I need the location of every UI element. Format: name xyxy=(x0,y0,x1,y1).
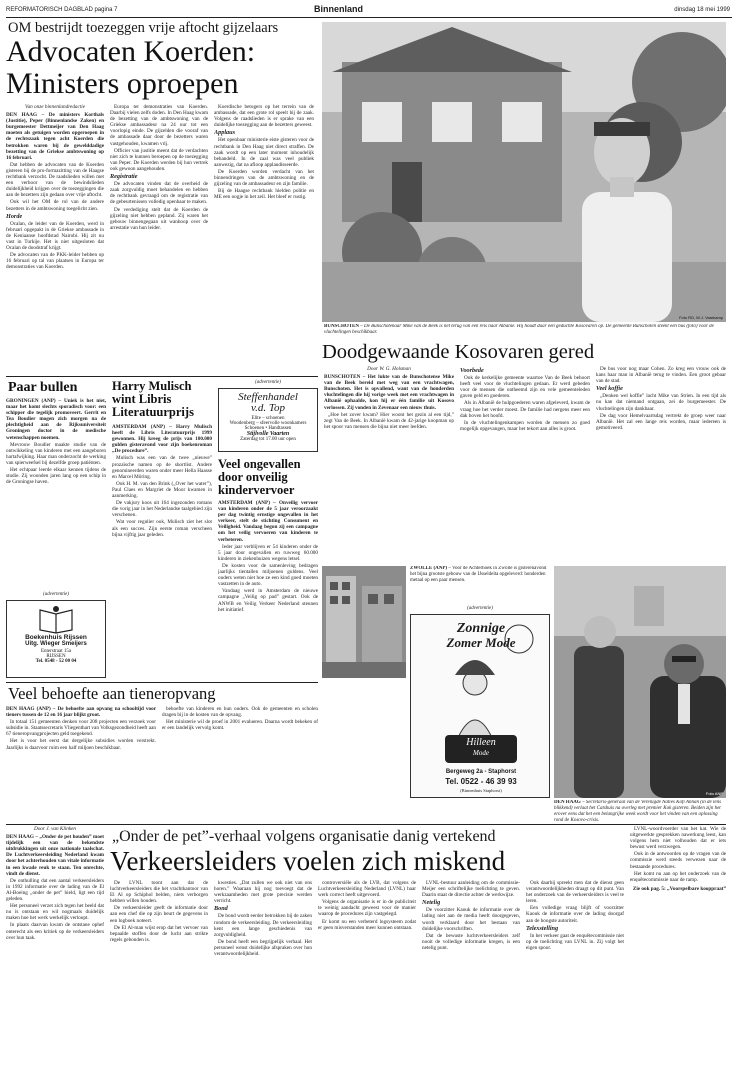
story1-paragraph: Europa ter demonstraties van Koerden. Daarbij vielen zelfs doden. In Den Haag kwam de bezetting van de ambtswoning van de Griekse ambassadeur na 24 uur tot een voorlopig einde. De gijzelden die vooraf van de ambassade daar door de bezetters waren vastgehouden, kwamen vrij. xyxy=(110,104,208,147)
story4-paragraph: De bond heeft een begrijpelijk verhaal. Het personeel wenst duidelijke afspraken over hun verantwoordelijkheid. xyxy=(214,938,312,958)
story4-paragraph: Volgens de organisatie is er in de publiciteit te weinig aandacht geweest voor de manier waarop de procedures zijn vastgelegd. xyxy=(318,899,416,918)
brief2-lead: AMSTERDAM (ANP) – Harry Mulisch heeft de Libris Literatuurprijs 1999 gewonnen. Hij kreeg de prijs van 100.000 gulden gisteravond voor zijn boekenroman „De procedure”. xyxy=(112,424,212,455)
story4-paragraph: Dat de bewuste luchtverkeersleiders zelf nooit de volledige informatie kregen, is een netelig punt. xyxy=(422,932,520,951)
story3-paragraph: Het is voor het eerst dat dergelijke subsidies worden verstrekt. Jaarlijks is daarvoor ruim een half miljoen beschikbaar. xyxy=(6,738,156,751)
ad3-note: (Binnenhuis Staphorst) xyxy=(460,788,502,793)
story4-headline: Verkeersleiders voelen zich miskend xyxy=(110,846,506,876)
story4-column-6 xyxy=(526,880,624,1062)
story3-paragraph: Het ministerie wil de proef in 2001 evalueren. Daarna wordt bekeken of er een landelijk vervolg komt. xyxy=(162,719,318,732)
story4-paragraph: De bond wordt eerder betrokken bij de zaken rondom de verkeersleiding. De verkeersleiding kent een lange geschiedenis van zorgvuldigheid. xyxy=(214,913,312,938)
photo-zwolle-image xyxy=(322,566,406,678)
story1-paragraph: De advocaten van de PKK-leider hebben op 16 februari op tal van plaatsen in Europa ter demonstraties van Koerden. xyxy=(6,252,104,271)
story3-column-2 xyxy=(162,706,318,816)
brief1-paragraph: Het echtpaar leerde elkaar kennen tijdens de studie. Zij woonden jaren lang op een schip in de Groningse haven. xyxy=(6,467,106,486)
story2-column-1 xyxy=(324,366,454,562)
story2-headline: Doodgewaande Kosovaren gered xyxy=(322,341,595,363)
story2-paragraph: Als in Albanië de hulpgoederen waren afgeleverd, kwam de vraag hoe het verder moest. De familie had nergens meer een dak boven het hoofd. xyxy=(460,400,590,419)
story1-kicker: OM bestrijdt toezeggen vrije aftocht gijzelaars xyxy=(8,20,279,36)
story4-paragraph: Het personeel verzet zich tegen het beeld dat nu is ontstaan en wil nogmaals duidelijk maken hoe het werk werkelijk verloopt. xyxy=(6,903,104,922)
divider xyxy=(6,376,318,377)
brief3-headline xyxy=(218,458,318,497)
brief2-headline-line: Literatuurprijs xyxy=(112,405,194,419)
story3-column-1 xyxy=(6,706,156,816)
story4-paragraph: Er komt nu een verbeterd logsysteem zodat er geen misverstanden meer kunnen ontstaan. xyxy=(318,918,416,931)
story4-lead: DEN HAAG – „Onder de pet houden” moet tijdelijk een van de bekendste uitdrukkingen uit onze nationale taalschat. De Luchtverkeersleiding Nederland kwam door het achterhouden van vitale informatie in een kwade reuk te staan. Ten onrechte, vindt de dienst. xyxy=(6,834,104,877)
story4-subhead: Netelig xyxy=(422,899,441,907)
brief2-headline-line: Harry Mulisch xyxy=(112,379,192,393)
header-section: Binnenland xyxy=(314,4,363,14)
brief1-lead: GRONINGEN (ANP) – Uniek is het niet, maar het komt slechts sporadisch voor: een schipper die tegelijk promoveert. Gerrit en Tea Boudier mogen zich morgen na de plechtigheid aan de Rijksuniversiteit Groningen doctor in de medische wetenschappen noemen. xyxy=(6,398,106,441)
story1-column-3 xyxy=(214,104,314,374)
ad2-box xyxy=(6,600,106,678)
photo-den-haag-credit: Foto ANP xyxy=(705,791,723,796)
ad2-line: Uitg. Wieger Smeijers xyxy=(25,641,87,647)
story1-column-2 xyxy=(110,104,208,374)
story1-paragraph: Bij de Haagse rechtbank hielden politie en ME een oogje in het zeil. Het bleef er rustig. xyxy=(214,188,314,201)
ad3-box xyxy=(410,614,550,798)
brief2-body xyxy=(112,424,212,678)
ad3-shop-line: Hilleen xyxy=(466,737,496,748)
story2-paragraph: De bus voor nog maar Cohen. Zo kreg een vrouw ook de kans haar man in Albanië terug te vinden. Een groot gebaar van de stad. xyxy=(596,366,726,385)
story4-paragraph: De voorzitter Kaouk de informatie over de lading niet aan de media heeft doorgegeven, wordt verklaard door het bestaan van duidelijke voorschriften. xyxy=(422,907,520,932)
story4-paragraph: In plaats daarvan kwam de ontstane ophef onterecht als een kritiek op de verkeersleiders over hun taak. xyxy=(6,922,104,941)
ad1-line: Woodenberg – sfeervolle woonkamers xyxy=(229,421,307,426)
brief2-paragraph: Ook H. M. van den Brink („Over het water”), Paul Claes en Margriet de Moor kwamen in aanmerking. xyxy=(112,480,212,500)
story4-kicker: „Onder de pet”-verhaal volgens organisatie danig vertekend xyxy=(112,828,496,845)
photo-zwolle xyxy=(322,566,406,678)
photo-bunschoten-credit: Foto RD, W.J. Vaarkamp xyxy=(679,315,723,320)
story1-subhead: Registratie xyxy=(110,173,138,181)
ad3-shop xyxy=(445,735,517,763)
story1-paragraph: Officier van justitie meent dat de verdachten niet zich te kunnen beroepen op de toezegging van Peper. De Koerden werden bij hun vertrek ook gewoon aangehouden. xyxy=(110,147,208,172)
story2-paragraph: De dag voor Hemelvaartsdag vertrekt de groep weer naar Albanië. Het zal een lange reis worden, maar iedereen is gemotiveerd. xyxy=(596,412,726,431)
story2-byline: Door W. G. Holsman xyxy=(367,366,411,372)
story4-paragraph: Ook daarbij spreekt men dat de dienst geen verantwoordelijkheden draagt op dit punt. Van het onderzoek van de verkeersleiders is veel te leren. xyxy=(526,880,624,905)
ad1-line: Schoenen • Handtassen xyxy=(244,426,292,431)
brief3-paragraph: De kosten voor de samenleving bedragen jaarlijks tientallen miljoenen guldens. Veel ouders weten niet hoe ze een kind goed moeten vastzetten in de auto. xyxy=(218,562,318,588)
story4-cross-reference[interactable]: Zie ook pag. 5: „Voorspelbare kooppraat” xyxy=(632,885,726,892)
ad2-label: (advertentie) xyxy=(43,592,69,597)
ad3-phone: Tel. 0522 - 46 39 93 xyxy=(445,777,517,786)
brief2-paragraph: Wat voor regulier ook, Mulisch ziet het slot als een succes. Zijn eerste roman verscheen bijna vijftig jaar geleden. xyxy=(112,519,212,538)
story3-headline: Veel behoefte aan tieneropvang xyxy=(8,684,216,703)
story1-lead: DEN HAAG – De ministers Korthals (Justitie), Peper (Binnenlandse Zaken) en burgemeester Dettmeijer van Den Haag moeten als getuigen worden opgeroepen in de rechtszaak tegen acht Koerden die betrokken waren bij de gewelddadige bezetting van de Griekse ambtswoning op 16 februari. xyxy=(6,112,104,161)
brief3-paragraph: Ieder jaar verblijven er 54 kinderen onder de 5 jaar door ongevallen en ruwweg 60.000 kinderen in ziekenhuizen wegens letsel. xyxy=(218,543,318,562)
caption-place: ZWOLLE (ANP) xyxy=(410,566,448,571)
story2-paragraph: „Hoe het zover kwam? Hier woont het gezin al een tijd,” zegt Van de Beek. In Albanië kwam de 42-jarige koopman op het spoor van mensen die bijna niet meer leefden. xyxy=(324,411,454,430)
story4-paragraph: controversiële als de LVB, dat volgens de Luchtverkeersleiding Nederland (LVNL) haar werk correct heeft uitgevoerd. xyxy=(318,880,416,899)
brief3-body xyxy=(218,500,318,678)
story1-paragraph: De verdediging stelt dat de Koerden de gijzeling niet hebben gepland. Zij waren het gebouw binnengegaan uit wanhoop over de arrestatie van hun leider. xyxy=(110,206,208,231)
story1-paragraph: Het openbaar ministerie eiste gisteren voor de rechtbank in Den Haag niet direct straffen. De zaak wordt op een later moment inhoudelijk behandeld. In de zaal was veel publiek aanwezig, dat na afloop applaudisseerde. xyxy=(214,137,314,168)
story4-paragraph: De verkeersleider geeft de informatie door aan een chef die op zijn beurt de gegevens in een logboek noteert. xyxy=(110,905,208,924)
ad1-line: Zaterdag tot 17.00 uur open xyxy=(240,437,296,442)
story2-column-3 xyxy=(596,366,726,562)
ad3-address: Bergeweg 2a - Staphorst xyxy=(445,769,517,775)
story4-column-3 xyxy=(214,880,312,1062)
photo-den-haag-image xyxy=(554,566,726,798)
story2-paragraph: „Denken wel koffie” lacht Mike van Strien. In een tijd als nu kan dat niemand ontgaan, zei de burgemeester. De vluchtelingen zijn dankbaar. xyxy=(596,393,726,412)
story4-column-7 xyxy=(630,826,726,1062)
story4-column-1 xyxy=(6,826,104,1062)
story4-subhead: Telexstelling xyxy=(526,924,559,932)
story1-paragraph: De advocaten vinden dat de overheid de zaak zorgvuldig moet behandelen en hebben de rechtbank gevraagd om de registratie van de gebeurtenissen volledig openbaar te maken. xyxy=(110,181,208,206)
caption-text: – Voor de Achterhoek in Zwolle is gisterenavond het bijna grootste gebouw van de IJsseldelta opgeleverd: honderden metaal op een paar mensen. xyxy=(410,566,547,583)
photo-bunschoten xyxy=(322,22,726,322)
story1-paragraph: De Koerden worden verdacht van het binnendringen van de ambtswoning en de gijzeling van de ambassadeur en zijn familie. xyxy=(214,168,314,188)
story4-column-5 xyxy=(422,880,520,1062)
ad1-line: Stijlvolle Vaarten xyxy=(246,431,290,437)
story4-column-2 xyxy=(110,880,208,1062)
ad2-line: Enterstraat 15a xyxy=(40,649,72,654)
story3-paragraph: behoefte van kinderen en hun ouders. Ook de gemeenten en scholen dragen bij in de kosten van de opvang. xyxy=(162,706,318,719)
brief2-paragraph: De vakjury koos uit 164 ingezonden romans die vorig jaar in het Nederlandse taalgebied zijn verschenen. xyxy=(112,500,212,519)
header-rule xyxy=(6,17,732,18)
story4-paragraph: Ook in de antwoorden op de vragen van de commissie werd steeds verwezen naar de bestaande procedures. xyxy=(630,851,726,870)
story4-paragraph: LVNL-bestuur aanleiding om de commissie-Meijer een schriftelijke toelichting te geven. Daarin staat de directie achter de werkwijze. xyxy=(422,880,520,899)
ad1-logo-line: v.d. Top xyxy=(251,402,285,414)
story4-byline: Door J. van Klinken xyxy=(33,826,77,832)
page-header xyxy=(6,4,732,18)
brief3-headline-line: Veel ongevallen xyxy=(218,457,301,471)
brief1-headline: Paar bullen xyxy=(8,380,78,395)
caption-text: – Secretaris-generaal van de Verenigde Naties Kofi Annan (in de lens blikkend) verlaat het Catshuis na overleg met premier Kok gisteren. Beiden zijn het erover eens dat het een belangrijke week wordt voor het vinden van een oplossing rond de Kosovo-crisis. xyxy=(554,800,722,822)
story2-lead: BUNSCHOTEN – Het lukte van de Bunschotense Mike van de Beek bereid met weg van een vrachtwagen, Bunschoten. Het is opvallend, want van de honderden vluchtelingen die hij vorige week met een vrachtwagen in Albanië ophaalde, kon hij er één familie uit Kosovo verlossen. Zij vonden in Zevenaar een nieuw thuis. xyxy=(324,374,454,411)
ad1-box xyxy=(218,388,318,452)
caption-place: BUNSCHOTEN xyxy=(324,324,360,329)
story1-headline-line-2: Ministers oproepen xyxy=(6,67,239,100)
story4-paragraph: Een volledige vraag blijft of voorzitter Kaouk de informatie over de lading doorgaf aan de hoogste autoriteit. xyxy=(526,905,624,924)
story2-paragraph: In de vluchtelingenkampen worden de mensen zo goed mogelijk opgevangen, maar het tekort aan alles is groot. xyxy=(460,419,590,432)
brief3-paragraph: Vandaag werd in Amsterdam de nieuwe campagne „Veilig op pad” gestart. Ook de ANWB en Veilig Verkeer Nederland steunen het initiatief. xyxy=(218,588,318,613)
story1-paragraph: Ocalan, de leider van de Koerden, werd in februari opgepakt in de Griekse ambassade in de Keniaanse hoofdstad Nairobi. Hij zit nu vast in Turkije. Het is niet uitgesloten dat Ocalan de doodstraf krijgt. xyxy=(6,220,104,252)
header-date: dinsdag 18 mei 1999 xyxy=(674,7,730,13)
photo-den-haag-caption xyxy=(554,800,726,822)
story4-paragraph: De onthulling dat een aantal verkeersleiders in 1992 informatie over de lading van de El Al-Boeing „onder de pet” hield, ligt een tijd geleden. xyxy=(6,877,104,903)
story2-subhead: Voorbede xyxy=(460,367,484,374)
story1-headline-line-1: Advocaten Koerden: xyxy=(6,35,256,68)
story1-column-1 xyxy=(6,104,104,374)
ad1-line: Elite – schoenen xyxy=(251,416,285,421)
ad3-title-line: Zonnige xyxy=(456,621,506,636)
story4-paragraph: In het verkeer gaat de enquêtecommissie niet op de toelichting van LVNL in. Zij volgt het eigen spoor. xyxy=(526,932,624,951)
story1-subhead: Applaus xyxy=(214,129,235,137)
story2-column-2 xyxy=(460,366,590,562)
story1-subhead: Horde xyxy=(6,212,23,220)
story2-subhead: Veel koffie xyxy=(596,385,623,393)
brief2-headline-line: wint Libris xyxy=(112,392,172,406)
brief3-headline-line: door onveilig xyxy=(218,470,288,484)
ad2-line: RIJSSEN xyxy=(46,654,66,659)
story4-paragraph: kwesties. „Dat zullen we ook niet van ons horen.” Waaraan hij nog toevoegt dat de werkzaamheden met grote precisie werden verricht. xyxy=(214,880,312,905)
ad2-line: Tel. 0548 - 52 00 04 xyxy=(35,659,77,664)
brief3-headline-line: kindervervoer xyxy=(218,483,295,497)
brief1-body xyxy=(6,398,106,590)
book-icon xyxy=(36,604,76,634)
story4-paragraph: De El Al-man wijst erop dat het vervoer van bepaalde stoffen door de lucht aan strikte regels gebonden is. xyxy=(110,924,208,943)
header-paper-name: REFORMATORISCH DAGBLAD pagina 7 xyxy=(6,7,118,13)
ad3-shop-line: Mode xyxy=(473,749,489,757)
ad2-line: Boekenhuis Rijssen xyxy=(25,634,87,641)
story1-paragraph: Koerdische betogers op het terrein van de ambassade, dat een grote rol speelt bij de zaak. Volgens de raadslieden is er sprake van een duidelijke toezegging aan de bezetters geweest. xyxy=(214,104,314,129)
story1-paragraph: Dat hebben de advocaten van de Koerden gisteren bij de pro-formazitting van de Haagse rechtbank verzocht. De raadslieden willen met een verhoor van de bewindslieden duidelijkheid krijgen over de toezeggingen die aan de bezetters zijn gedaan over vrije aftocht. xyxy=(6,161,104,199)
brief2-paragraph: Mulisch was een van de twee „nieuwe” prozaïsche namen op de shortlist. Andere genomineerden waren onder meer Hella Haasse en Marcel Möring. xyxy=(112,455,212,480)
story4-column-4 xyxy=(318,880,416,1062)
story4-paragraph: LVNL-woordvoerder van het kat. Wie de uitgewerkte gesprekken nawerkung leest, kan volgens hem niet volhouden dat er iets bewust werd verzwegen. xyxy=(630,826,726,851)
divider xyxy=(6,824,726,825)
story4-paragraph: De LVNL toont aan dat de luchtverkeersleiders die het vrachtkantoor van El Al op Schiphol belden, niets verborgen hebben willen houden. xyxy=(110,880,208,905)
ad1-logo xyxy=(222,392,314,414)
caption-place: DEN HAAG xyxy=(554,800,581,805)
photo-bunschoten-caption xyxy=(324,324,726,338)
ad1-logo-line: Steffenhandel xyxy=(238,391,298,403)
story3-lead: DEN HAAG (ANP) – De behoefte aan opvang na schooltijd voor tieners tussen de 12 en 16 jaar blijkt groot. xyxy=(6,706,156,719)
caption-text: – De Bunschotenaar Mike van de Beek is net terug van een reis naar Albanië. Hij houdt daar een geduchte Kosovaren op. De gemeente Bunschoten steekt een bus (foto) voor de vluchtelingen beschikbaar. xyxy=(324,324,714,335)
photo-bunschoten-image xyxy=(322,22,726,322)
brief1-paragraph: Mevrouw Boudier maakte studie van de ontwikkeling van kinderen met een aangeboren hartafwijking. Haar man onderzocht de werking van spierweefsel bij dezelfde groep patiënten. xyxy=(6,441,106,466)
story1-headline xyxy=(6,36,320,100)
story1-byline: Van onze binnenlandredactie xyxy=(24,104,86,110)
story1-paragraph: Ook wil het OM de rol van de andere bezetters in de ambtswoning toegelicht zien. xyxy=(6,199,104,212)
ad3-label: (advertentie) xyxy=(467,606,493,611)
divider xyxy=(6,682,318,683)
story3-paragraph: In totaal 151 gemeenten denken voor 208 projecten een verzoek voor subsidie in. Staatssecretaris Vliegenthart van Volksgezondheid heeft aan 67 tieneropvangprojecten geld toegekend. xyxy=(6,719,156,738)
brief3-lead: AMSTERDAM (ANP) – Onveilig vervoer van kinderen onder de 5 jaar veroorzaakt per dag twintig ernstige ongevallen in het verkeer, stelt de stichting Consument en Veiligheid. Vandaag begon zij een campagne om het veilig vervoeren van kinderen te verbeteren. xyxy=(218,500,318,543)
story2-paragraph: Ook de kerkelijke gemeente waartoe Van de Beek behoort heeft veel voor de vluchtelingen gedaan. Er werd gebeden voor de mensen die ontheemd zijn en vele gemeenteleden gaven geld en goederen. xyxy=(460,375,590,400)
story4-subhead: Bond xyxy=(214,905,228,913)
brief2-headline xyxy=(112,380,212,419)
photo-zwolle-caption xyxy=(410,566,550,602)
ad3-title-line: Zomer Mode xyxy=(446,635,516,650)
ad1-label: (advertentie) xyxy=(255,380,281,385)
photo-den-haag xyxy=(554,566,726,798)
story4-paragraph: Het komt nu aan op het onderzoek van de enquêtecommissie naar de ramp. xyxy=(630,870,726,883)
